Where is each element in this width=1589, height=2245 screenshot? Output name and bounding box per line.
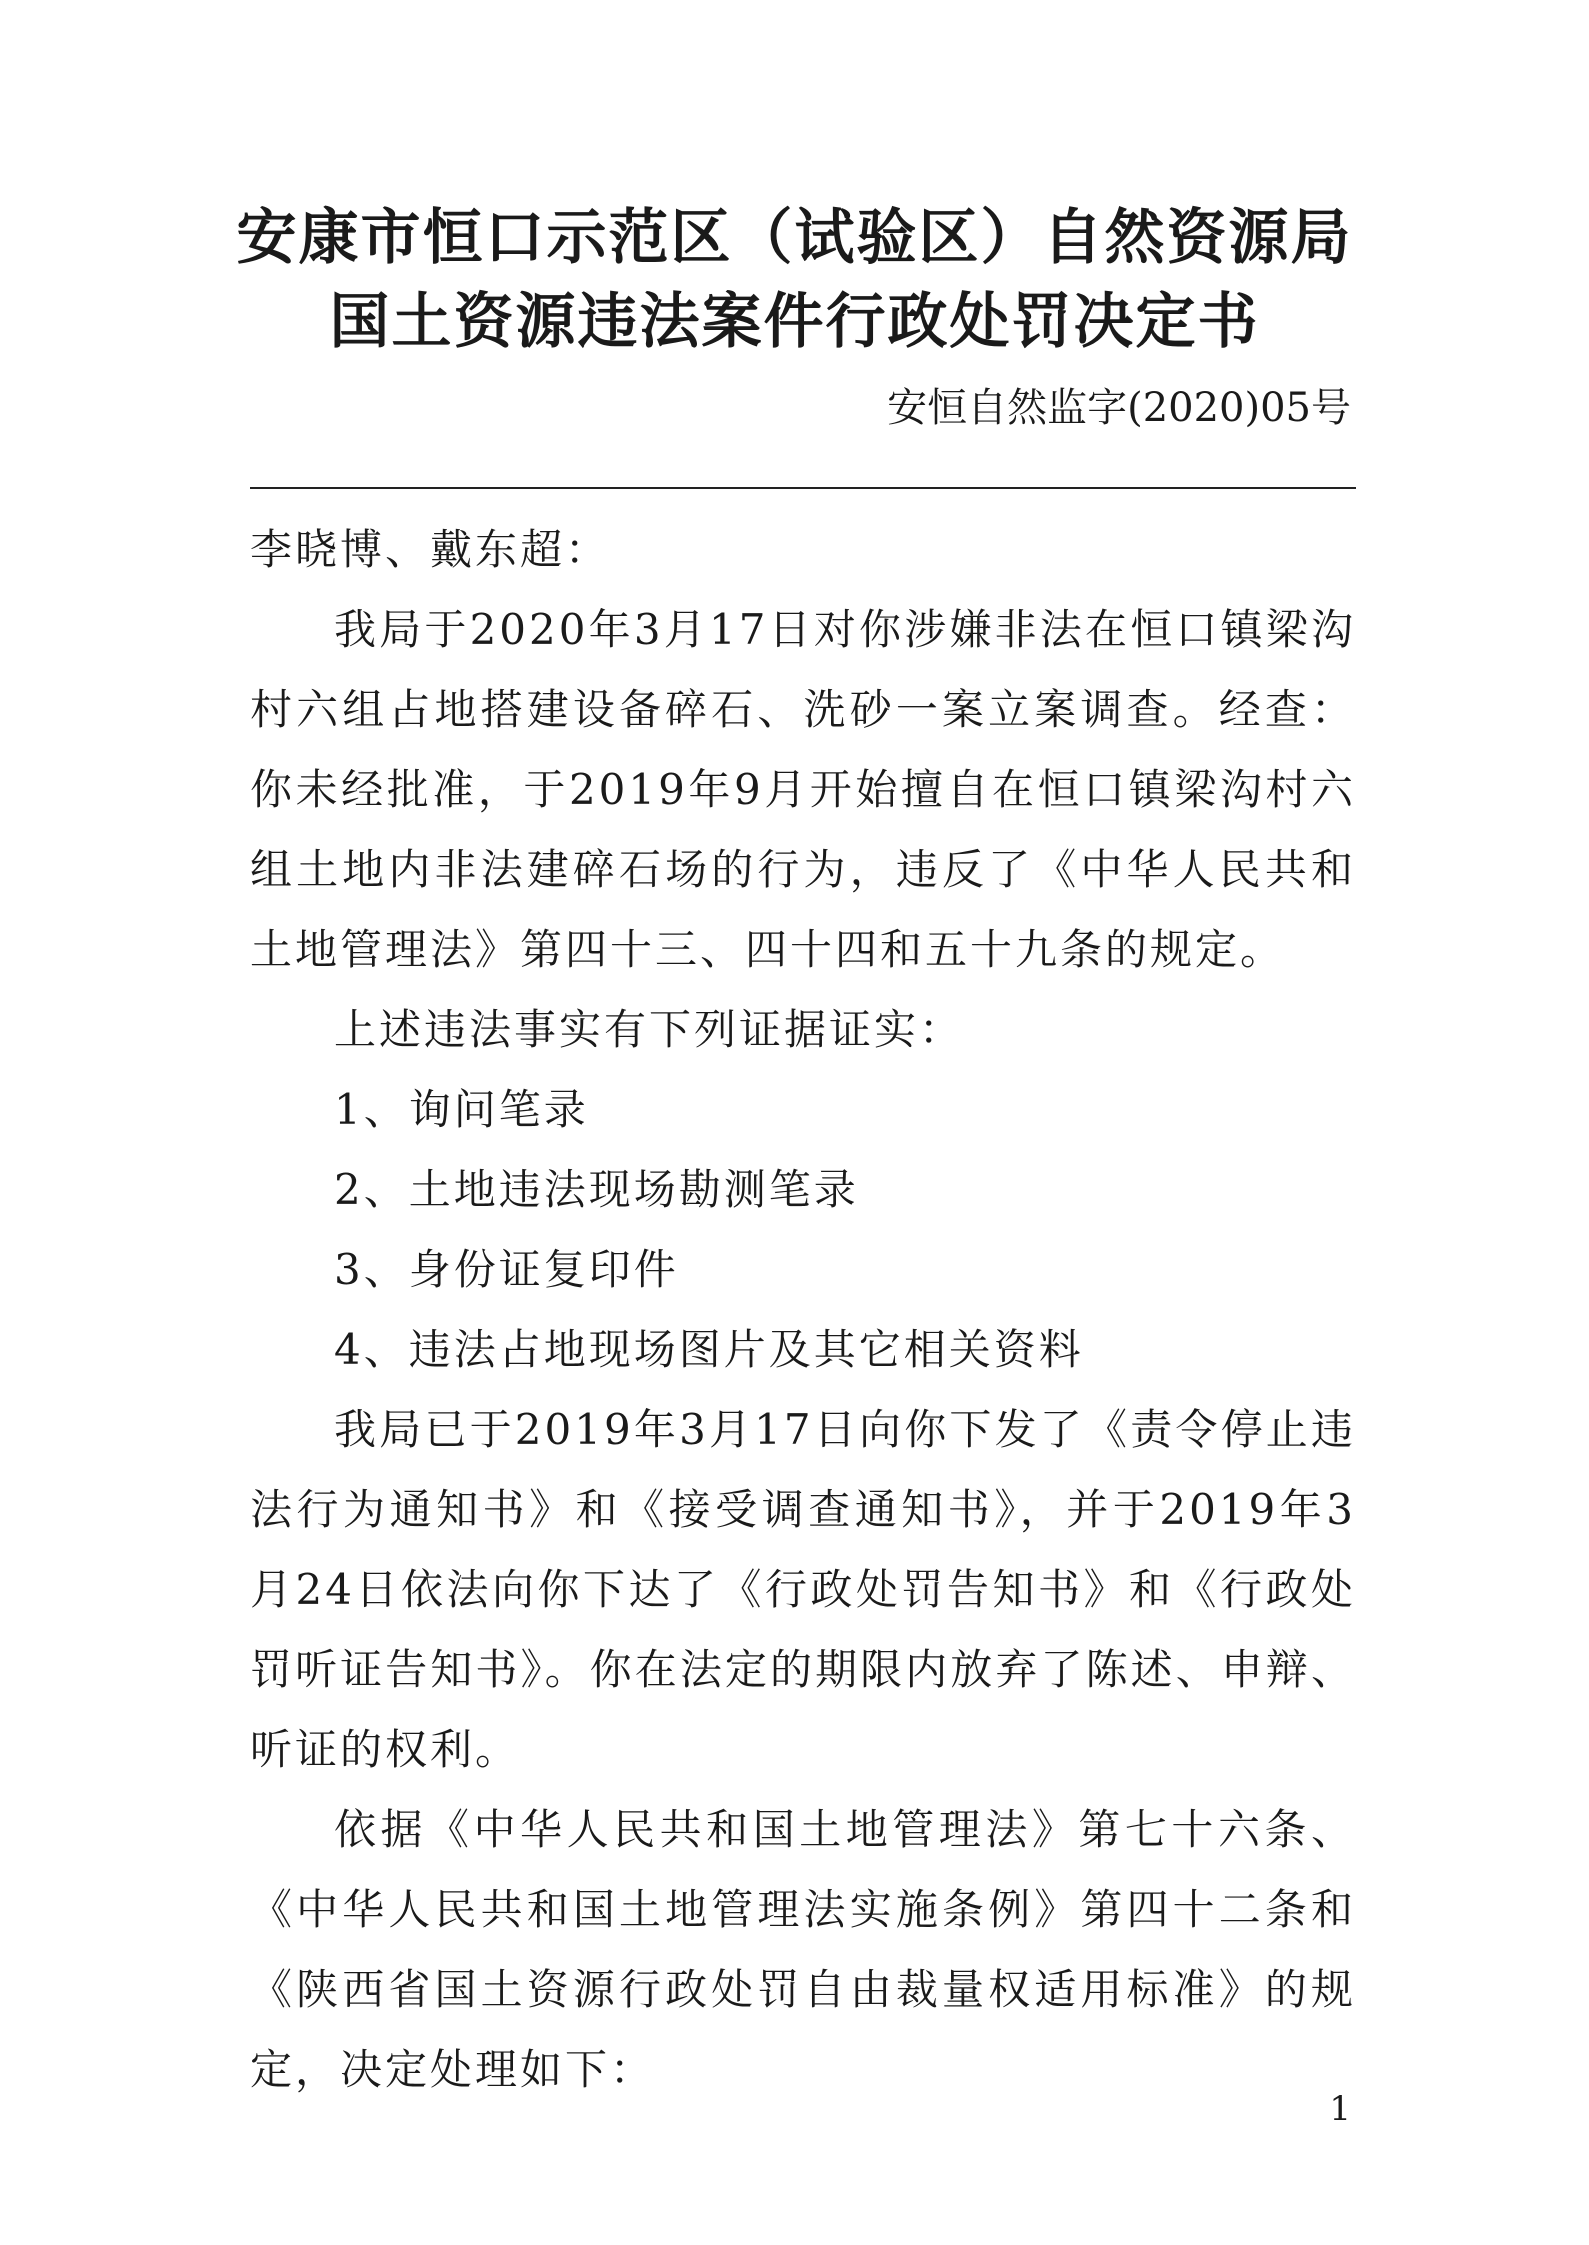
document-body — [250, 510, 1356, 2110]
evidence-item: 4、违法占地现场图片及其它相关资料 — [334, 1325, 1084, 1374]
header-divider — [250, 487, 1356, 489]
addressee: 李晓博、戴东超： — [250, 525, 611, 574]
paragraph-legal-basis: 依据《中华人民共和国土地管理法》第七十六条、《中华人民共和国土地管理法实施条例》第四十二条和《陕西省国土资源行政处罚自由裁量权适用标准》的规定，决定处理如下： — [250, 1805, 1356, 2094]
paragraph-notices: 我局已于2019年3月17日向你下发了《责令停止违法行为通知书》和《接受调查通知书》，并于2019年3月24日依法向你下达了《行政处罚告知书》和《行政处罚听证告知书》。你在法定的期限内放弃了陈述、申辩、听证的权利。 — [250, 1405, 1356, 1774]
page-number: 1 — [1329, 2089, 1351, 2129]
evidence-item: 2、土地违法现场勘测笔录 — [334, 1165, 859, 1214]
document-title-line2: 国土资源违法案件行政处罚决定书 — [329, 287, 1260, 357]
paragraph-evidence-intro: 上述违法事实有下列证据证实： — [334, 1005, 965, 1054]
evidence-item: 3、身份证复印件 — [334, 1245, 679, 1294]
evidence-item: 1、询问笔录 — [334, 1085, 589, 1134]
paragraph-investigation: 我局于2020年3月17日对你涉嫌非法在恒口镇梁沟村六组占地搭建设备碎石、洗砂一案立案调查。经查：你未经批准，于2019年9月开始擅自在恒口镇梁沟村六组土地内非法建碎石场的行为，违反了《中华人民共和土地管理法》第四十三、四十四和五十九条的规定。 — [250, 605, 1356, 974]
document-title-line1: 安康市恒口示范区（试验区）自然资源局 — [236, 203, 1353, 273]
document-number: 安恒自然监字(2020)05号 — [887, 385, 1351, 431]
